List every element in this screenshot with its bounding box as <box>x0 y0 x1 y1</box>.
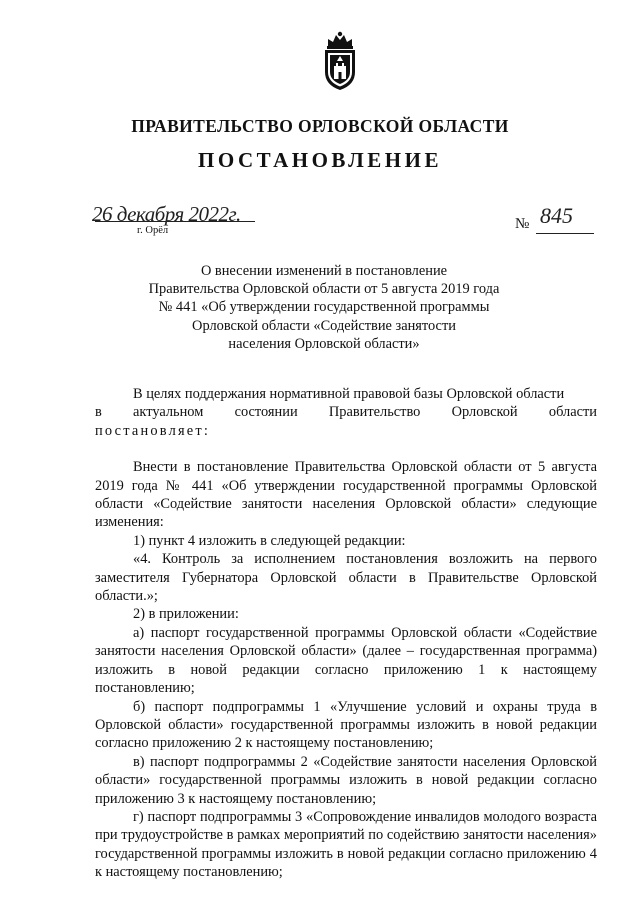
date-underline <box>95 221 255 222</box>
subject-line: населения Орловской области» <box>228 335 420 352</box>
preamble-keyword: постановляет: <box>95 422 211 439</box>
document-body <box>95 385 597 882</box>
sub-item: а) паспорт государственной программы Орловской области «Содействие занятости населения Орловской области» (далее – государственная программа) изложить в новой редакции согласно приложению 1 к настоящему постановлению; <box>95 624 597 697</box>
preamble-line: В целях поддержания нормативной правовой базы Орловской области <box>133 386 565 402</box>
subject-line: Орловской области «Содействие занятости <box>192 317 456 334</box>
subject-line: Правительства Орловской области от 5 августа 2019 года <box>148 281 500 298</box>
subject-line: О внесении изменений в постановление <box>200 263 448 279</box>
list-item: 2) в приложении: <box>133 606 239 623</box>
document-type-title: ПОСТАНОВЛЕНИЕ <box>198 148 442 172</box>
sub-item: г) паспорт подпрограммы 3 «Сопровождение инвалидов молодого возраста при трудоустройстве в рамках мероприятий по содействию занятости населения» государственной программы изложить в новой редакции согласно приложению 4 к настоящему постановлению; <box>95 808 597 881</box>
document-subject <box>130 262 518 353</box>
list-item-text: «4. Контроль за исполнением постановления возложить на первого заместителя Губернатора Орловской области в Правительстве Орловской области.»; <box>95 551 597 605</box>
number-underline <box>536 233 594 234</box>
handwritten-date: 26 декабря 2022г. <box>92 202 241 226</box>
number-sign: № <box>515 216 530 232</box>
list-item: 1) пункт 4 изложить в следующей редакции: <box>133 532 406 549</box>
sub-item: в) паспорт подпрограммы 2 «Содействие занятости населения Орловской области» государственной программы изложить в новой редакции согласно приложению 3 к настоящему постановлению; <box>95 753 597 807</box>
handwritten-number: 845 <box>540 203 573 228</box>
city-label: г. Орёл <box>137 225 169 236</box>
coat-of-arms-emblem <box>320 30 360 92</box>
sub-item: б) паспорт подпрограммы 1 «Улучшение условий и охраны труда в Орловской области» государственной программы изложить в новой редакции согласно приложению 2 к настоящему постановлению; <box>95 698 597 752</box>
preamble-line: в актуальном состоянии Правительство Орловской области <box>95 404 597 421</box>
intro-paragraph: Внести в постановление Правительства Орловской области от 5 августа 2019 года № 441 «Об утверждении государственной программы Орловской области «Содействие занятости населения Орловской области» следующие изменения: <box>95 459 597 531</box>
subject-line: № 441 «Об утверждении государственной программы <box>158 299 490 316</box>
government-name: ПРАВИТЕЛЬСТВО ОРЛОВСКОЙ ОБЛАСТИ <box>131 116 509 136</box>
